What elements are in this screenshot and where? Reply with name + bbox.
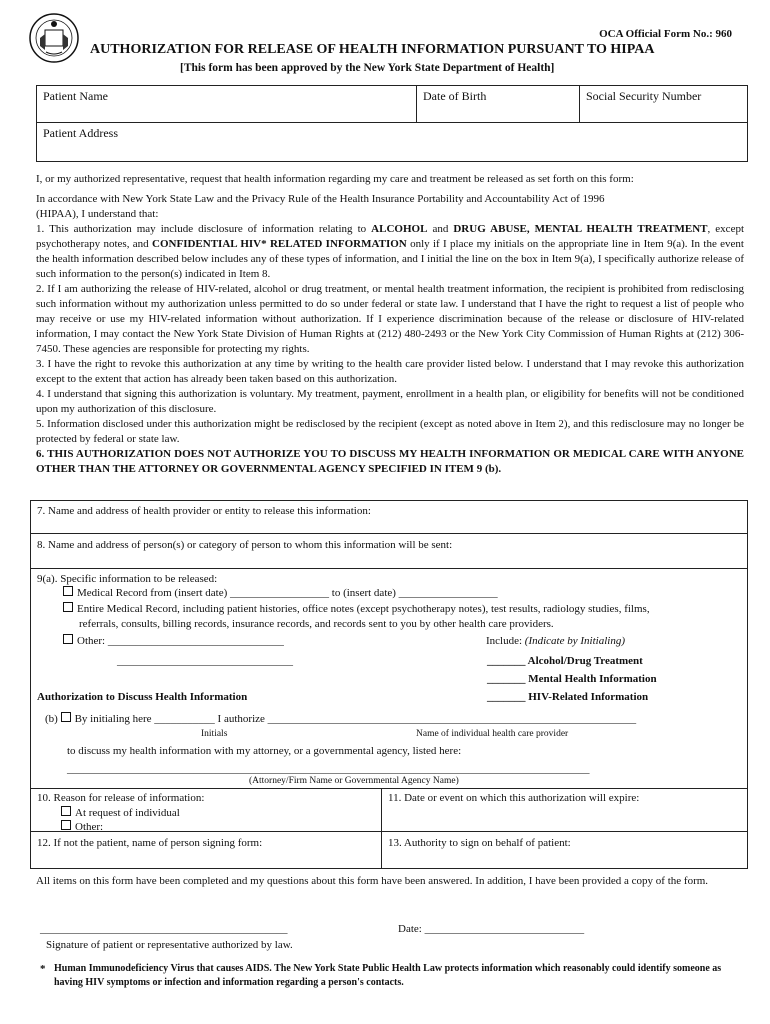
terms-body xyxy=(36,192,744,477)
state-seal xyxy=(28,12,80,64)
item-8-field[interactable] xyxy=(30,533,748,569)
patient-address-label: Patient Address xyxy=(43,126,118,140)
other-line[interactable]: ________________________________ xyxy=(117,655,293,667)
item-3: 3. I have the right to revoke this authorization at any time by writing to the health care provider listed below. I understand that I may revoke this authorization except to the extent that action has already been taken based on this authorization. xyxy=(36,358,744,385)
at-request-checkbox[interactable] xyxy=(61,806,71,816)
item-2: 2. If I am authorizing the release of HIV-related, alcohol or drug treatment, or mental health treatment information, the recipient is prohibited from redisclosing such information without my authorization unless permitted to do so under federal or state law. I understand that I have the right to request a list of people who may receive or use my HIV-related information without authorization. If I experience discrimination because of the release or disclosure of HIV-related information, I may contact the New York State Division of Human Rights at (212) 480-2493 or the New York City Commission of Human Rights at (212) 306-7450. These agencies are responsible for protecting my rights. xyxy=(36,283,744,355)
form-number: OCA Official Form No.: 960 xyxy=(599,28,732,40)
patient-name-field[interactable] xyxy=(36,85,417,123)
item-7-label: 7. Name and address of health provider or entity to release this information: xyxy=(37,505,371,517)
discuss-text: to discuss my health information with my attorney, or a governmental agency, listed here: xyxy=(67,745,462,757)
item-4: 4. I understand that signing this authorization is voluntary. My treatment, payment, enrollment in a health plan, or eligibility for benefits will not be conditioned upon my authorization of this disclosure. xyxy=(36,388,744,415)
item-10-label: 10. Reason for release of information: xyxy=(37,792,205,804)
item-5: 5. Information disclosed under this authorization might be redisclosed by the recipient (except as noted above in Item 2), and this redisclosure may no longer be protected by federal or state law. xyxy=(36,418,744,445)
item-9-section xyxy=(30,568,748,789)
footnote-star: * xyxy=(40,963,46,975)
item-7-field[interactable] xyxy=(30,500,748,534)
medical-record-option[interactable]: Medical Record from (insert date) __________________ to (insert date) __________________ xyxy=(63,586,498,601)
item-12-label: 12. If not the patient, name of person signing form: xyxy=(37,837,263,849)
item-11-label: 11. Date or event on which this authorization will expire: xyxy=(388,792,640,804)
item-6: 6. THIS AUTHORIZATION DOES NOT AUTHORIZE YOU TO DISCUSS MY HEALTH INFORMATION OR MEDICAL CARE WITH ANYONE OTHER THAN THE ATTORNEY OR GOVERNMENTAL AGENCY SPECIFIED IN ITEM 9 (b). xyxy=(36,448,744,475)
mental-health-initial-line[interactable]: _______ Mental Health Information xyxy=(487,673,657,685)
include-label: Include: (Indicate by Initialing) xyxy=(486,635,625,647)
item-1: 1. This authorization may include disclosure of information relating to ALCOHOL and DRUG ABUSE, MENTAL HEALTH TREATMENT, except psychotherapy notes, and CONFIDENTIAL HIV* RELATED INFORMATION only if I place my initials on the appropriate line in Item 9(a). In the event the health information described below includes any of these types of information, and I initial the line on the box in Item 9(a), I specifically authorize release of such information to the person(s) indicated in Item 8. xyxy=(36,223,745,280)
other-reason-checkbox[interactable] xyxy=(61,820,71,830)
hiv-initial-line[interactable]: _______ HIV-Related Information xyxy=(487,691,649,703)
form-title: AUTHORIZATION FOR RELEASE OF HEALTH INFORMATION PURSUANT TO HIPAA xyxy=(90,42,655,57)
completion-statement: All items on this form have been completed and my questions about this form have been answered. In addition, I have been provided a copy of the form. xyxy=(36,875,709,887)
date-of-birth-field[interactable] xyxy=(416,85,580,123)
other-checkbox[interactable] xyxy=(63,634,73,644)
item-11-field[interactable] xyxy=(381,788,748,832)
attorney-line[interactable]: _______________________________________________________________________________________________ xyxy=(67,763,590,775)
patient-address-field[interactable] xyxy=(36,122,748,162)
initials-caption: Initials xyxy=(201,729,228,739)
ssn-label: Social Security Number xyxy=(586,89,702,103)
medical-record-checkbox[interactable] xyxy=(63,586,73,596)
entire-record-option[interactable]: Entire Medical Record, including patient histories, office notes (except psychotherapy notes), test results, radiology studies, films, xyxy=(63,602,753,617)
entire-record-checkbox[interactable] xyxy=(63,602,73,612)
at-request-option[interactable]: At request of individual xyxy=(61,806,180,821)
item-9b-checkbox[interactable] xyxy=(61,712,71,722)
law-intro-1: In accordance with New York State Law and the Privacy Rule of the Health Insurance Portability and Accountability Act of 1996 xyxy=(36,193,605,205)
signature-line[interactable]: _____________________________________________ xyxy=(40,923,288,935)
intro-text: I, or my authorized representative, request that health information regarding my care and treatment be released as set forth on this form: xyxy=(36,173,634,185)
other-option[interactable]: Other: ________________________________ xyxy=(63,634,284,649)
patient-name-label: Patient Name xyxy=(43,89,108,103)
item-9a-label: 9(a). Specific information to be released: xyxy=(37,573,218,585)
provider-name-caption: Name of individual health care provider xyxy=(416,729,569,739)
other-reason-option[interactable]: Other: xyxy=(61,820,103,835)
attorney-caption: (Attorney/Firm Name or Governmental Agency Name) xyxy=(249,776,459,786)
signature-caption: Signature of patient or representative authorized by law. xyxy=(46,939,293,951)
date-line[interactable]: Date: _____________________________ xyxy=(398,923,585,935)
footnote-text: Human Immunodeficiency Virus that causes AIDS. The New York State Public Health Law protects information which reasonably could identify someone as having HIV symptoms or infection and information regarding a person's contacts. xyxy=(54,963,722,988)
item-8-label: 8. Name and address of person(s) or category of person to whom this information will be sent: xyxy=(37,539,453,551)
alcohol-initial-line[interactable]: _______ Alcohol/Drug Treatment xyxy=(487,655,643,667)
law-intro-2: (HIPAA), I understand that: xyxy=(36,208,159,220)
entire-record-line-2: referrals, consults, billing records, insurance records, and records sent to you by other health care providers. xyxy=(79,618,554,630)
item-9b-line[interactable]: (b) By initialing here ___________ I authorize ___________________________________________________________________ xyxy=(45,713,637,725)
ssn-field[interactable] xyxy=(579,85,748,123)
form-subtitle: [This form has been approved by the New York State Department of Health] xyxy=(180,62,555,74)
item-10-field xyxy=(30,788,382,832)
item-13-label: 13. Authority to sign on behalf of patient: xyxy=(388,837,571,849)
authorization-discuss-heading: Authorization to Discuss Health Information xyxy=(37,691,248,703)
item-12-field[interactable] xyxy=(30,831,382,869)
date-of-birth-label: Date of Birth xyxy=(423,89,487,103)
item-13-field[interactable] xyxy=(381,831,748,869)
